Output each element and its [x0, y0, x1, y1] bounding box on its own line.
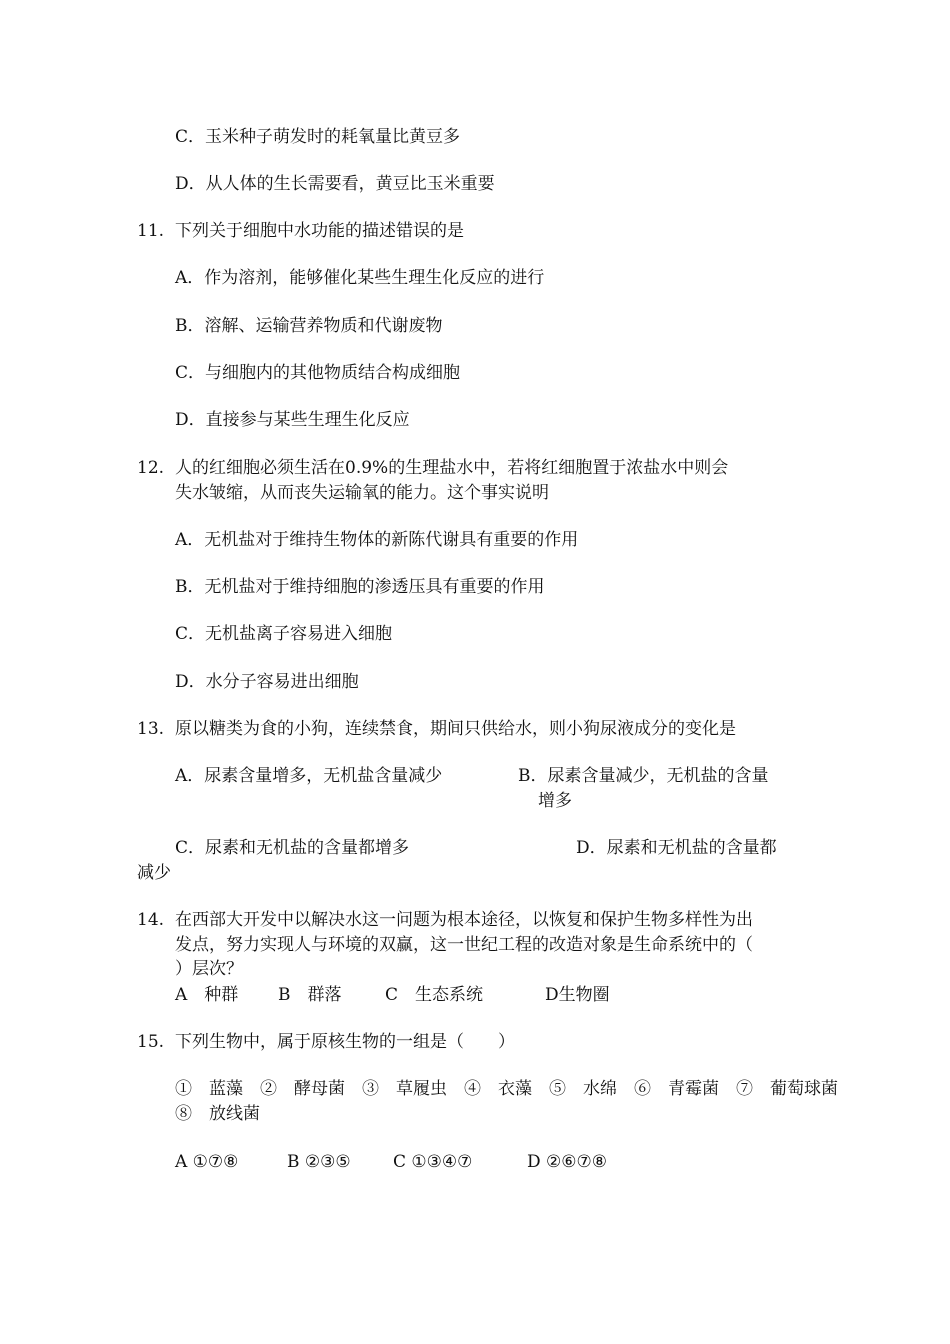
q14-number: 14.	[137, 910, 165, 930]
q14-stem-line3: ）层次？	[175, 959, 243, 979]
q12-option-c: C．无机盐离子容易进入细胞	[175, 624, 393, 644]
q15-organism-list-line2: ⑧ 放线菌	[175, 1104, 260, 1124]
q14-stem-line1: 在西部大开发中以解决水这一问题为根本途径，以恢复和保护生物多样性为出	[175, 910, 753, 930]
q11-option-c: C．与细胞内的其他物质结合构成细胞	[175, 363, 461, 383]
q14-option-d: D生物圈	[545, 985, 610, 1005]
q13-option-a: A．尿素含量增多，无机盐含量减少	[175, 766, 443, 786]
q11-option-b: B．溶解、运输营养物质和代谢废物	[175, 316, 443, 336]
q12-number: 12.	[137, 458, 165, 478]
q12-option-b: B．无机盐对于维持细胞的渗透压具有重要的作用	[175, 577, 545, 597]
q15-number: 15.	[137, 1032, 165, 1052]
q12-stem-line2: 失水皱缩，从而丧失运输氧的能力。这个事实说明	[175, 483, 549, 503]
q13-number: 13.	[137, 719, 165, 739]
q11-option-a: A．作为溶剂，能够催化某些生理生化反应的进行	[175, 268, 545, 288]
q14-option-a: A 种群	[175, 985, 239, 1005]
q15-option-a: A ①⑦⑧	[175, 1152, 239, 1172]
q15-organism-list-line1: ① 蓝藻 ② 酵母菌 ③ 草履虫 ④ 衣藻 ⑤ 水绵 ⑥ 青霉菌 ⑦ 葡萄球菌	[175, 1079, 838, 1099]
q14-option-b: B 群落	[278, 985, 342, 1005]
q11-number: 11.	[137, 221, 165, 241]
q10-option-c: C．玉米种子萌发时的耗氧量比黄豆多	[175, 127, 461, 147]
q13-option-d-line2: 减少	[137, 863, 171, 883]
q13-option-b-line2: 增多	[538, 791, 572, 811]
q15-stem: 下列生物中，属于原核生物的一组是（ ）	[175, 1032, 515, 1052]
q15-option-b: B ②③⑤	[287, 1152, 351, 1172]
q13-option-b-line1: B．尿素含量减少，无机盐的含量	[518, 766, 769, 786]
q10-option-d: D．从人体的生长需要看，黄豆比玉米重要	[175, 174, 495, 194]
q15-option-d: D ②⑥⑦⑧	[527, 1152, 607, 1172]
q13-stem: 原以糖类为食的小狗，连续禁食，期间只供给水，则小狗尿液成分的变化是	[175, 719, 736, 739]
q11-stem: 下列关于细胞中水功能的描述错误的是	[175, 221, 464, 241]
q11-option-d: D．直接参与某些生理生化反应	[175, 410, 410, 430]
q14-stem-line2: 发点，努力实现人与环境的双赢，这一世纪工程的改造对象是生命系统中的（	[175, 935, 753, 955]
q15-option-c: C ①③④⑦	[393, 1152, 473, 1172]
q12-option-d: D．水分子容易进出细胞	[175, 672, 359, 692]
q14-option-c: C 生态系统	[385, 985, 484, 1005]
q12-option-a: A．无机盐对于维持生物体的新陈代谢具有重要的作用	[175, 530, 579, 550]
q13-option-c: C．尿素和无机盐的含量都增多	[175, 838, 410, 858]
q13-option-d-line1: D．尿素和无机盐的含量都	[576, 838, 777, 858]
q12-stem-line1: 人的红细胞必须生活在0.9%的生理盐水中，若将红细胞置于浓盐水中则会	[175, 458, 729, 478]
